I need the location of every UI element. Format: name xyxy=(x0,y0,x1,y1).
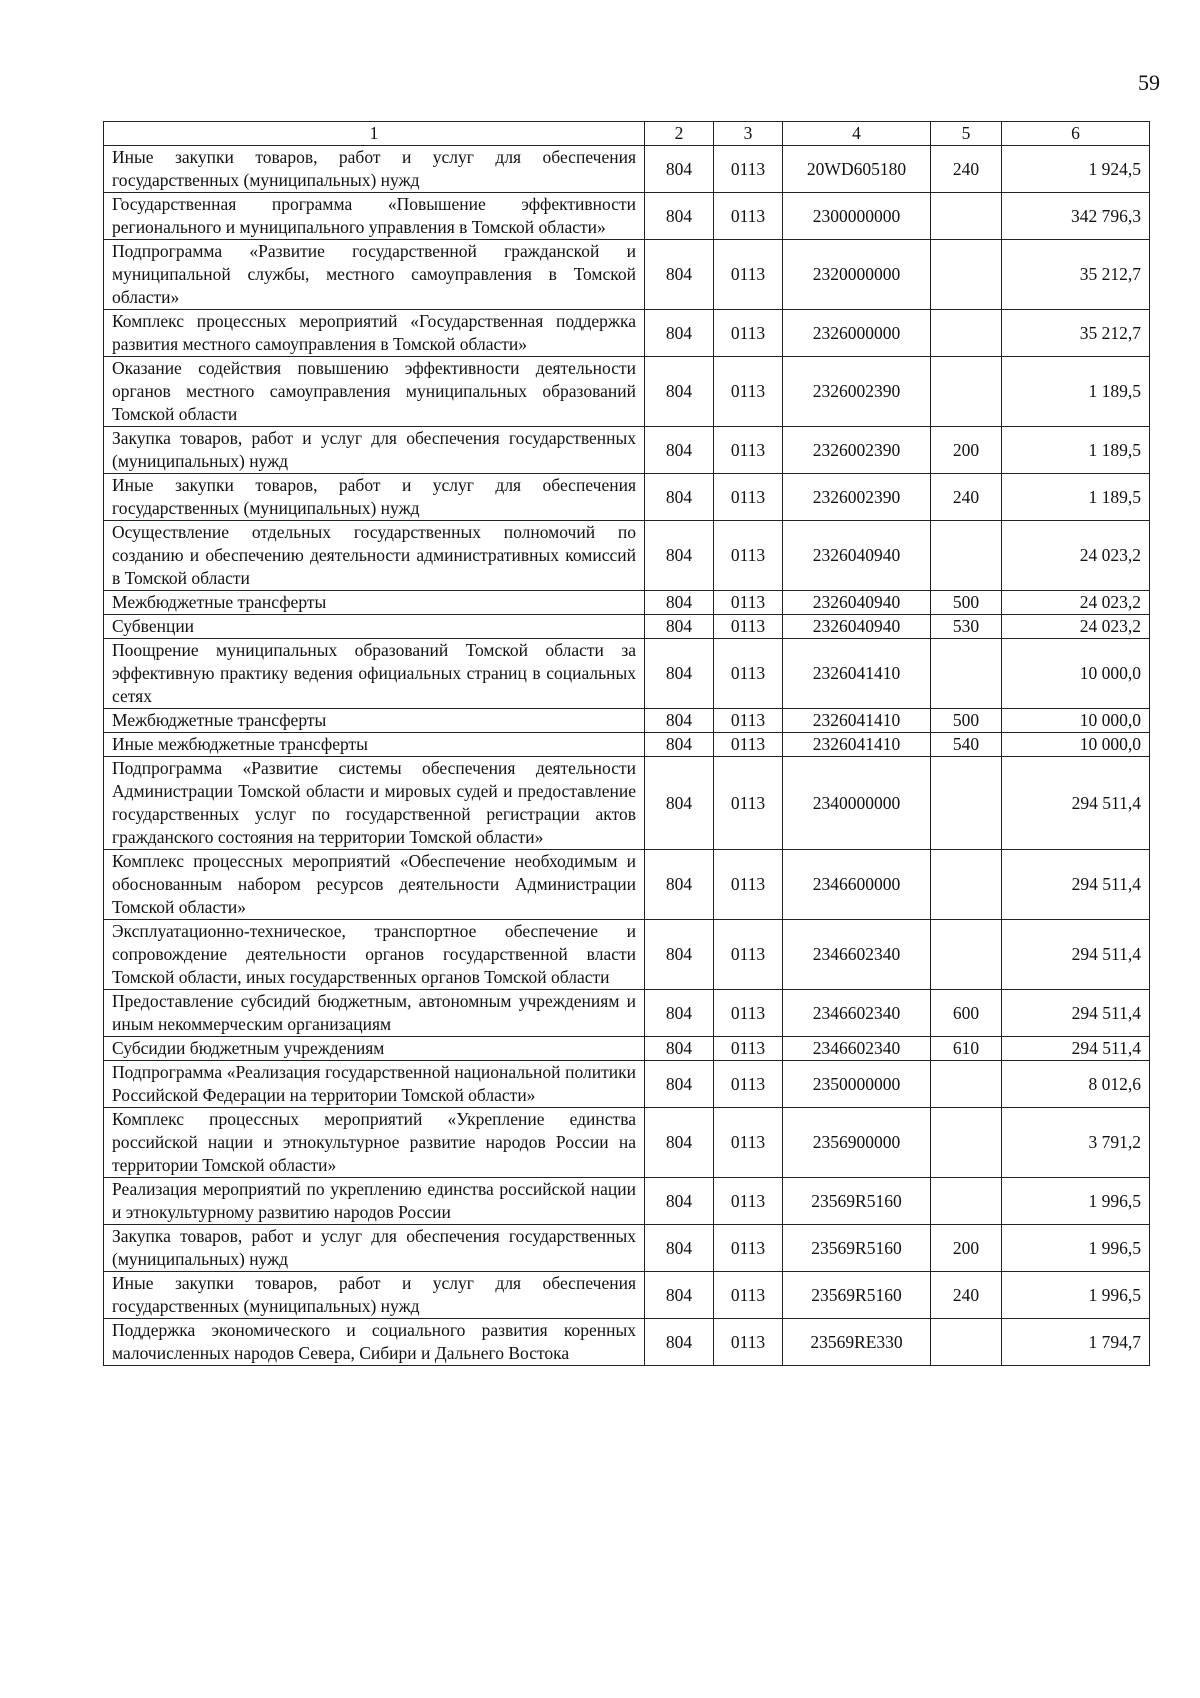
ved-cell: 804 xyxy=(645,990,714,1037)
expense-type-cell: 200 xyxy=(931,1225,1002,1272)
amount-cell: 8 012,6 xyxy=(1002,1061,1150,1108)
expense-type-cell xyxy=(931,757,1002,850)
amount-cell: 1 996,5 xyxy=(1002,1178,1150,1225)
amount-cell: 24 023,2 xyxy=(1002,615,1150,639)
section-cell: 0113 xyxy=(714,1319,783,1366)
name-cell: Межбюджетные трансферты xyxy=(104,709,645,733)
column-header-2: 2 xyxy=(645,122,714,146)
name-cell: Поддержка экономического и социального развития коренных малочисленных народов Севера, Сибири и Дальнего Востока xyxy=(104,1319,645,1366)
expense-type-cell xyxy=(931,240,1002,310)
expense-type-cell: 240 xyxy=(931,474,1002,521)
expense-type-cell: 600 xyxy=(931,990,1002,1037)
section-cell: 0113 xyxy=(714,1037,783,1061)
ved-cell: 804 xyxy=(645,733,714,757)
table-body xyxy=(104,146,1150,1366)
amount-cell: 294 511,4 xyxy=(1002,1037,1150,1061)
section-cell: 0113 xyxy=(714,146,783,193)
amount-cell: 1 189,5 xyxy=(1002,474,1150,521)
name-cell: Иные закупки товаров, работ и услуг для обеспечения государственных (муниципальных) нужд xyxy=(104,146,645,193)
expense-type-cell: 240 xyxy=(931,1272,1002,1319)
target-article-cell: 2326040940 xyxy=(783,521,931,591)
ved-cell: 804 xyxy=(645,591,714,615)
expense-type-cell xyxy=(931,357,1002,427)
target-article-cell: 2326041410 xyxy=(783,709,931,733)
name-cell: Комплекс процессных мероприятий «Обеспечение необходимым и обоснованным набором ресурсов деятельности Администрации Томской области» xyxy=(104,850,645,920)
name-cell: Субвенции xyxy=(104,615,645,639)
name-cell: Комплекс процессных мероприятий «Укрепление единства российской нации и этнокультурное развитие народов России на территории Томской области» xyxy=(104,1108,645,1178)
amount-cell: 1 794,7 xyxy=(1002,1319,1150,1366)
ved-cell: 804 xyxy=(645,146,714,193)
expense-type-cell: 500 xyxy=(931,709,1002,733)
table-row xyxy=(104,850,1150,920)
amount-cell: 1 189,5 xyxy=(1002,357,1150,427)
name-cell: Предоставление субсидий бюджетным, автономным учреждениям и иным некоммерческим организациям xyxy=(104,990,645,1037)
header-row xyxy=(104,122,1150,146)
amount-cell: 1 996,5 xyxy=(1002,1272,1150,1319)
amount-cell: 1 189,5 xyxy=(1002,427,1150,474)
ved-cell: 804 xyxy=(645,1225,714,1272)
expense-type-cell: 530 xyxy=(931,615,1002,639)
table-row xyxy=(104,990,1150,1037)
amount-cell: 10 000,0 xyxy=(1002,733,1150,757)
target-article-cell: 2326002390 xyxy=(783,357,931,427)
ved-cell: 804 xyxy=(645,1319,714,1366)
name-cell: Государственная программа «Повышение эффективности регионального и муниципального управления в Томской области» xyxy=(104,193,645,240)
name-cell: Подпрограмма «Развитие системы обеспечения деятельности Администрации Томской области и мировых судей и предоставление государственных услуг по государственной регистрации актов гражданского состояния на территории Томской области» xyxy=(104,757,645,850)
target-article-cell: 23569R5160 xyxy=(783,1225,931,1272)
target-article-cell: 23569R5160 xyxy=(783,1272,931,1319)
target-article-cell: 2300000000 xyxy=(783,193,931,240)
section-cell: 0113 xyxy=(714,310,783,357)
amount-cell: 24 023,2 xyxy=(1002,591,1150,615)
name-cell: Комплекс процессных мероприятий «Государственная поддержка развития местного самоуправления в Томской области» xyxy=(104,310,645,357)
amount-cell: 10 000,0 xyxy=(1002,709,1150,733)
ved-cell: 804 xyxy=(645,521,714,591)
amount-cell: 35 212,7 xyxy=(1002,240,1150,310)
ved-cell: 804 xyxy=(645,709,714,733)
table-row xyxy=(104,1225,1150,1272)
target-article-cell: 2350000000 xyxy=(783,1061,931,1108)
target-article-cell: 2326040940 xyxy=(783,615,931,639)
section-cell: 0113 xyxy=(714,709,783,733)
name-cell: Поощрение муниципальных образований Томской области за эффективную практику ведения официальных страниц в социальных сетях xyxy=(104,639,645,709)
section-cell: 0113 xyxy=(714,427,783,474)
name-cell: Иные межбюджетные трансферты xyxy=(104,733,645,757)
column-header-1: 1 xyxy=(104,122,645,146)
table-row xyxy=(104,240,1150,310)
expense-type-cell: 240 xyxy=(931,146,1002,193)
ved-cell: 804 xyxy=(645,1061,714,1108)
table-row xyxy=(104,733,1150,757)
target-article-cell: 23569R5160 xyxy=(783,1178,931,1225)
page-number: 59 xyxy=(1138,70,1160,95)
name-cell: Субсидии бюджетным учреждениям xyxy=(104,1037,645,1061)
table-row xyxy=(104,146,1150,193)
table-row xyxy=(104,1037,1150,1061)
table-row xyxy=(104,427,1150,474)
expense-type-cell xyxy=(931,193,1002,240)
amount-cell: 1 996,5 xyxy=(1002,1225,1150,1272)
expense-type-cell xyxy=(931,310,1002,357)
expense-type-cell xyxy=(931,920,1002,990)
name-cell: Иные закупки товаров, работ и услуг для обеспечения государственных (муниципальных) нужд xyxy=(104,474,645,521)
expense-type-cell xyxy=(931,1319,1002,1366)
section-cell: 0113 xyxy=(714,1272,783,1319)
ved-cell: 804 xyxy=(645,920,714,990)
ved-cell: 804 xyxy=(645,193,714,240)
ved-cell: 804 xyxy=(645,1272,714,1319)
table-row xyxy=(104,709,1150,733)
amount-cell: 294 511,4 xyxy=(1002,850,1150,920)
target-article-cell: 2340000000 xyxy=(783,757,931,850)
table-row xyxy=(104,591,1150,615)
table-row xyxy=(104,1178,1150,1225)
section-cell: 0113 xyxy=(714,615,783,639)
name-cell: Подпрограмма «Развитие государственной гражданской и муниципальной службы, местного самоуправления в Томской области» xyxy=(104,240,645,310)
target-article-cell: 2356900000 xyxy=(783,1108,931,1178)
amount-cell: 342 796,3 xyxy=(1002,193,1150,240)
section-cell: 0113 xyxy=(714,733,783,757)
target-article-cell: 2346602340 xyxy=(783,990,931,1037)
table-row xyxy=(104,521,1150,591)
ved-cell: 804 xyxy=(645,639,714,709)
ved-cell: 804 xyxy=(645,357,714,427)
amount-cell: 24 023,2 xyxy=(1002,521,1150,591)
name-cell: Иные закупки товаров, работ и услуг для обеспечения государственных (муниципальных) нужд xyxy=(104,1272,645,1319)
table-row xyxy=(104,757,1150,850)
target-article-cell: 20WD605180 xyxy=(783,146,931,193)
target-article-cell: 2326000000 xyxy=(783,310,931,357)
expense-type-cell xyxy=(931,1108,1002,1178)
amount-cell: 294 511,4 xyxy=(1002,920,1150,990)
table-row xyxy=(104,920,1150,990)
expense-type-cell: 540 xyxy=(931,733,1002,757)
section-cell: 0113 xyxy=(714,850,783,920)
target-article-cell: 2326002390 xyxy=(783,474,931,521)
target-article-cell: 2326040940 xyxy=(783,591,931,615)
name-cell: Закупка товаров, работ и услуг для обеспечения государственных (муниципальных) нужд xyxy=(104,427,645,474)
section-cell: 0113 xyxy=(714,1178,783,1225)
table-row xyxy=(104,1061,1150,1108)
ved-cell: 804 xyxy=(645,757,714,850)
ved-cell: 804 xyxy=(645,615,714,639)
target-article-cell: 2320000000 xyxy=(783,240,931,310)
section-cell: 0113 xyxy=(714,240,783,310)
table-row xyxy=(104,1272,1150,1319)
ved-cell: 804 xyxy=(645,850,714,920)
section-cell: 0113 xyxy=(714,990,783,1037)
target-article-cell: 2326041410 xyxy=(783,733,931,757)
section-cell: 0113 xyxy=(714,1061,783,1108)
section-cell: 0113 xyxy=(714,357,783,427)
table-row xyxy=(104,357,1150,427)
ved-cell: 804 xyxy=(645,310,714,357)
name-cell: Подпрограмма «Реализация государственной национальной политики Российской Федерации на территории Томской области» xyxy=(104,1061,645,1108)
expense-type-cell: 610 xyxy=(931,1037,1002,1061)
ved-cell: 804 xyxy=(645,1178,714,1225)
name-cell: Реализация мероприятий по укреплению единства российской нации и этнокультурному развитию народов России xyxy=(104,1178,645,1225)
column-header-3: 3 xyxy=(714,122,783,146)
name-cell: Межбюджетные трансферты xyxy=(104,591,645,615)
column-header-5: 5 xyxy=(931,122,1002,146)
amount-cell: 10 000,0 xyxy=(1002,639,1150,709)
amount-cell: 1 924,5 xyxy=(1002,146,1150,193)
section-cell: 0113 xyxy=(714,1225,783,1272)
section-cell: 0113 xyxy=(714,193,783,240)
table-row xyxy=(104,193,1150,240)
section-cell: 0113 xyxy=(714,757,783,850)
name-cell: Оказание содействия повышению эффективности деятельности органов местного самоуправления муниципальных образований Томской области xyxy=(104,357,645,427)
amount-cell: 294 511,4 xyxy=(1002,757,1150,850)
ved-cell: 804 xyxy=(645,240,714,310)
amount-cell: 294 511,4 xyxy=(1002,990,1150,1037)
ved-cell: 804 xyxy=(645,427,714,474)
table-row xyxy=(104,310,1150,357)
amount-cell: 35 212,7 xyxy=(1002,310,1150,357)
ved-cell: 804 xyxy=(645,1108,714,1178)
table-row xyxy=(104,474,1150,521)
name-cell: Осуществление отдельных государственных полномочий по созданию и обеспечению деятельности административных комиссий в Томской области xyxy=(104,521,645,591)
target-article-cell: 2346602340 xyxy=(783,1037,931,1061)
target-article-cell: 2326041410 xyxy=(783,639,931,709)
column-header-6: 6 xyxy=(1002,122,1150,146)
table-row xyxy=(104,639,1150,709)
ved-cell: 804 xyxy=(645,1037,714,1061)
target-article-cell: 2346600000 xyxy=(783,850,931,920)
name-cell: Эксплуатационно-техническое, транспортное обеспечение и сопровождение деятельности органов государственной власти Томской области, иных государственных органов Томской области xyxy=(104,920,645,990)
expense-type-cell xyxy=(931,639,1002,709)
section-cell: 0113 xyxy=(714,521,783,591)
target-article-cell: 2326002390 xyxy=(783,427,931,474)
section-cell: 0113 xyxy=(714,920,783,990)
expense-type-cell xyxy=(931,1061,1002,1108)
expense-type-cell xyxy=(931,1178,1002,1225)
column-header-4: 4 xyxy=(783,122,931,146)
table-row xyxy=(104,615,1150,639)
expense-type-cell xyxy=(931,850,1002,920)
section-cell: 0113 xyxy=(714,639,783,709)
budget-table xyxy=(103,121,1150,1366)
name-cell: Закупка товаров, работ и услуг для обеспечения государственных (муниципальных) нужд xyxy=(104,1225,645,1272)
ved-cell: 804 xyxy=(645,474,714,521)
expense-type-cell: 500 xyxy=(931,591,1002,615)
section-cell: 0113 xyxy=(714,1108,783,1178)
target-article-cell: 2346602340 xyxy=(783,920,931,990)
section-cell: 0113 xyxy=(714,591,783,615)
expense-type-cell xyxy=(931,521,1002,591)
table-row xyxy=(104,1319,1150,1366)
expense-type-cell: 200 xyxy=(931,427,1002,474)
section-cell: 0113 xyxy=(714,474,783,521)
amount-cell: 3 791,2 xyxy=(1002,1108,1150,1178)
target-article-cell: 23569RE330 xyxy=(783,1319,931,1366)
table-row xyxy=(104,1108,1150,1178)
